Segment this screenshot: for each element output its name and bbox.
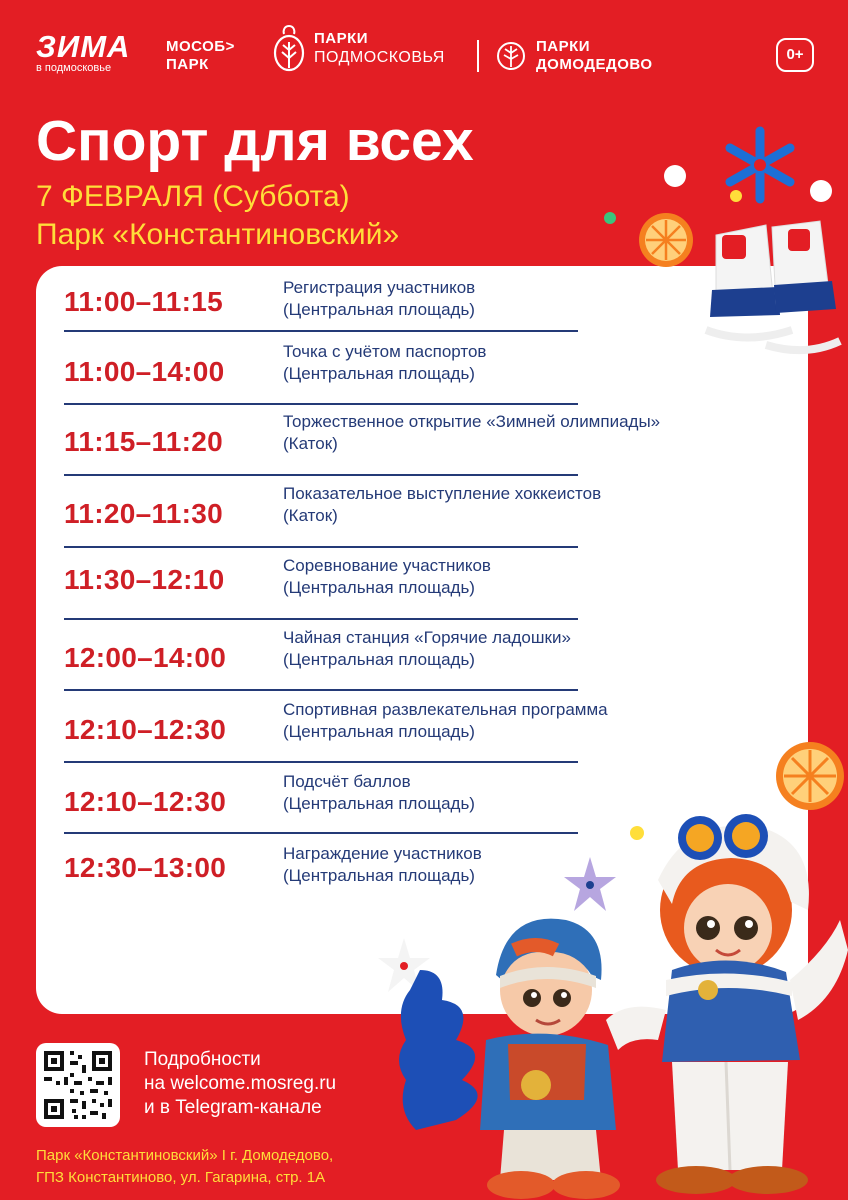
snow-dot-icon: [664, 165, 686, 187]
schedule-event-place: (Центральная площадь): [283, 722, 475, 741]
schedule-event-title: Чайная станция «Горячие ладошки»: [283, 628, 571, 647]
schedule-event-place: (Каток): [283, 506, 338, 525]
snow-dot-icon: [810, 180, 832, 202]
kids-characters-illustration: [396, 800, 848, 1200]
schedule-event-title: Торжественное открытие «Зимней олимпиады»: [283, 412, 661, 431]
schedule-event-place: (Центральная площадь): [283, 794, 475, 813]
schedule-event-place: (Центральная площадь): [283, 866, 475, 885]
event-subtitle: [36, 178, 399, 254]
domodedovo-logo-line2: ДОМОДЕДОВО: [536, 56, 653, 73]
schedule-event-title: Подсчёт баллов: [283, 772, 411, 791]
parki-logo-line2: ПОДМОСКОВЬЯ: [314, 49, 445, 66]
schedule-event-title: Регистрация участников: [283, 278, 476, 297]
park-tree-icon: [272, 22, 306, 74]
park-address: [36, 1145, 333, 1189]
schedule-event-title: Точка с учётом паспортов: [283, 342, 487, 361]
schedule-time: 11:00–14:00: [64, 356, 225, 387]
schedule-event-title: Награждение участников: [283, 844, 482, 863]
logo-divider: [477, 40, 479, 72]
schedule-time: 11:20–11:30: [64, 498, 224, 529]
schedule-time: 12:00–14:00: [64, 642, 227, 673]
address-line2: ГПЗ Константиново, ул. Гагарина, стр. 1А: [36, 1169, 326, 1186]
snow-dot-icon: [736, 772, 750, 786]
mosobpark-logo-line2: ПАРК: [166, 56, 209, 73]
details-info: [144, 1048, 336, 1120]
schedule-event-title: Соревнование участников: [283, 556, 491, 575]
ice-skates-icon: [696, 205, 846, 365]
page-title: Спорт для всех: [36, 109, 474, 173]
details-line1: Подробности: [144, 1049, 261, 1070]
schedule-event-title: Спортивная развлекательная программа: [283, 700, 608, 719]
mosobpark-logo: [166, 38, 235, 74]
schedule-event-place: (Каток): [283, 434, 338, 453]
details-telegram: и в Telegram-канале: [144, 1097, 322, 1118]
confetti-dot-icon: [730, 190, 742, 202]
zima-logo: [36, 29, 131, 74]
schedule-event-title: Показательное выступление хоккеистов: [283, 484, 602, 503]
orange-slice-icon: [636, 210, 696, 270]
mosobpark-logo-line1: МОСОБ>: [166, 38, 235, 55]
park-leaf-icon: [496, 41, 526, 71]
event-park: Парк «Константиновский»: [36, 218, 400, 251]
domodedovo-logo-line1: ПАРКИ: [536, 38, 591, 55]
confetti-dot-icon: [604, 212, 616, 224]
schedule-event-place: (Центральная площадь): [283, 578, 475, 597]
parki-logo-line1: ПАРКИ: [314, 30, 369, 47]
parki-podmoskovya-logo: [272, 22, 445, 74]
address-line1: Парк «Константиновский» I г. Домодедово,: [36, 1147, 334, 1164]
zima-logo-title: ЗИМА: [36, 29, 131, 64]
schedule-time: 12:30–13:00: [64, 852, 227, 883]
qr-code[interactable]: [36, 1043, 120, 1127]
details-link[interactable]: на welcome.mosreg.ru: [144, 1073, 337, 1094]
event-date: 7 ФЕВРАЛЯ (Суббота): [36, 180, 350, 213]
schedule-event-place: (Центральная площадь): [283, 364, 475, 383]
qr-code-icon: [36, 1043, 120, 1127]
parki-domodedovo-logo: [496, 38, 653, 74]
schedule-time: 11:30–12:10: [64, 564, 225, 595]
schedule-time: 12:10–12:30: [64, 786, 227, 817]
zima-logo-subtitle: в подмосковье: [36, 62, 112, 74]
schedule-time: 11:15–11:20: [64, 426, 224, 457]
schedule-event-place: (Центральная площадь): [283, 650, 475, 669]
age-rating-badge: 0+: [776, 38, 814, 72]
schedule-time: 12:10–12:30: [64, 714, 227, 745]
schedule-event-place: (Центральная площадь): [283, 300, 475, 319]
schedule-time: 11:00–11:15: [64, 286, 224, 317]
